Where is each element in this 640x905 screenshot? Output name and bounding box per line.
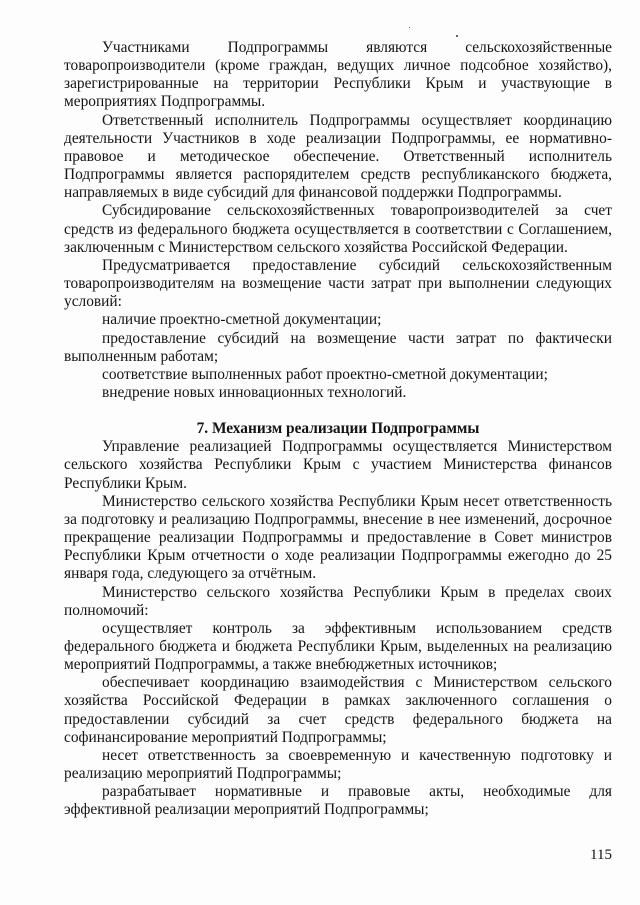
condition-item: наличие проектно-сметной документации;: [102, 311, 382, 329]
scan-speck: [409, 27, 410, 28]
section-heading: 7. Механизм реализации Подпрограммы: [196, 420, 480, 438]
power-item: обеспечивает координацию взаимодействия с Министерством сельского хозяйства Российской Федерации в рамках заключенного соглашения о предоставлении субсидий за счет средств федерального бюджета на софинансирование мероприятий Подпрограммы;: [64, 674, 612, 746]
paragraph-subsidy-conditions: Предусматривается предоставление субсидий сельскохозяйственным товаропроизводителям на возмещение части затрат при выполнении следующих условий:: [64, 256, 612, 311]
condition-item: внедрение новых инновационных технологий.: [102, 383, 407, 401]
power-item: осуществляет контроль за эффективным использованием средств федерального бюджета и бюджета Республики Крым, выделенных на реализацию мероприятий Подпрограммы, а также внебюджетных источников;: [64, 619, 612, 674]
power-item: несет ответственность за своевременную и качественную подготовку и реализацию мероприятий Подпрограммы;: [64, 746, 612, 783]
condition-item: предоставление субсидий на возмещение части затрат по фактически выполненным работам;: [64, 329, 612, 365]
paragraph-participants: Участниками Подпрограммы являются сельскохозяйственные товаропроизводители (кроме граждан, ведущих личное подсобное хозяйство), зарегистрированные на территории Республики Крым и участвующие в мероприятиях Подпрограммы.: [64, 39, 612, 111]
power-item: разрабатывает нормативные и правовые акты, необходимые для эффективной реализации мероприятий Подпрограммы;: [64, 783, 612, 819]
paragraph-ministry-responsibility: Министерство сельского хозяйства Республики Крым несет ответственность за подготовку и реализацию Подпрограммы, внесение в нее изменений, досрочное прекращение реализации Подпрограммы и предоставление в Совет министров Республики Крым отчетности о ходе реализации Подпрограммы ежегодно до 25 января года, следующего за отчётным.: [64, 492, 612, 583]
paragraph-management: Управление реализацией Подпрограммы осуществляется Министерством сельского хозяйства Республики Крым с участием Министерства финансов Республики Крым.: [64, 438, 612, 492]
scan-speck: [456, 35, 458, 37]
paragraph-responsible-executor: Ответственный исполнитель Подпрограммы осуществляет координацию деятельности Участников в ходе реализации Подпрограммы, ее нормативно-правовое и методическое обеспечение. Ответственный исполнитель Подпрограммы является распорядителем средств республиканского бюджета, направляемых в виде субсидий для финансовой поддержки Подпрограммы.: [64, 111, 612, 202]
page-number: 115: [590, 847, 612, 863]
condition-item: соответствие выполненных работ проектно-сметной документации;: [102, 365, 548, 383]
document-body: [64, 39, 612, 820]
paragraph-subsidizing: Субсидирование сельскохозяйственных товаропроизводителей за счет средств из федерального бюджета осуществляется в соответствии с Соглашением, заключенным с Министерством сельского хозяйства Российской Федерации.: [64, 202, 612, 256]
paragraph-ministry-powers: Министерство сельского хозяйства Республики Крым в пределах своих полномочий:: [64, 583, 612, 619]
